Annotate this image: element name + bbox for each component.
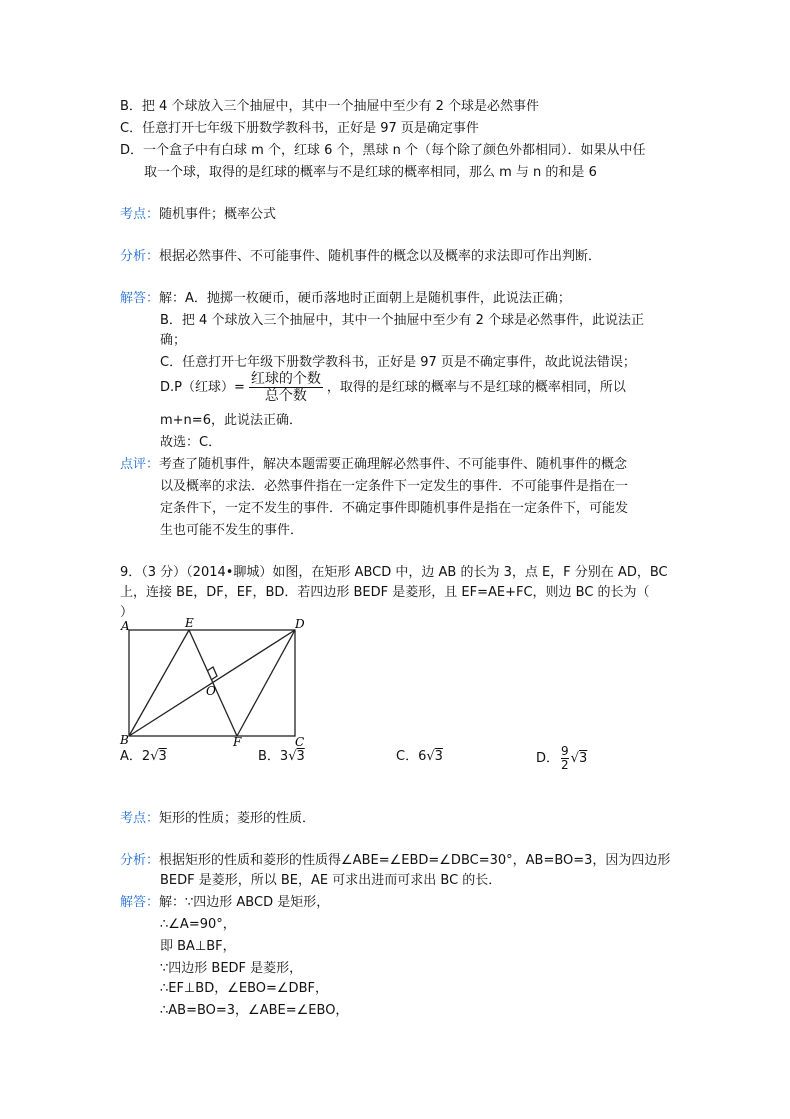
option-c-prev: C．任意打开七年级下册数学教科书，正好是 97 页是确定事件 xyxy=(120,121,479,136)
label-a: A xyxy=(121,619,130,633)
q8-jieda-line5 xyxy=(160,370,626,406)
segment-df xyxy=(237,630,295,736)
q9-stem-line2: 上，连接 BE，DF，EF，BD．若四边形 BEDF 是菱形，且 EF=AE+FC，则边 BC 的长为（ xyxy=(120,585,650,600)
q8-jieda-line7: 故选：C． xyxy=(160,435,222,450)
q9-stem-line1: 9．（3 分）（2014•聊城）如图，在矩形 ABCD 中，边 AB 的长为 3，点 E，F 分别在 AD，BC xyxy=(120,565,668,580)
q9-option-a-radicand: 3 xyxy=(158,749,167,764)
q9-jieda-label: 解答： xyxy=(120,895,160,910)
q9-option-d: D． $\frac{9}{2}$ √3 xyxy=(536,744,588,772)
q8-kaodian-label: 考点： xyxy=(120,207,160,222)
q9-rectangle-figure xyxy=(115,616,315,748)
label-o: O xyxy=(206,684,216,698)
label-b: B xyxy=(120,733,129,747)
q9-fenxi-line2: BEDF 是菱形，所以 BE，AE 可求出进而可求出 BC 的长． xyxy=(160,873,502,888)
q9-jieda-line4: ∵四边形 BEDF 是菱形， xyxy=(160,961,303,976)
q9-jieda-line1: 解：∵四边形 ABCD 是矩形， xyxy=(159,895,330,910)
q8-kaodian xyxy=(120,206,276,224)
option-b-prev: B．把 4 个球放入三个抽屉中，其中一个抽屉中至少有 2 个球是必然事件 xyxy=(120,99,539,114)
q9-jieda-line3: 即 BA⊥BF， xyxy=(160,939,236,954)
q9-option-a-coef: 2 xyxy=(141,749,151,764)
q8-dianping-line2: 以及概率的求法．必然事件指在一定条件下一定发生的事件．不可能事件是指在一 xyxy=(160,479,629,494)
q8-jieda-label: 解答： xyxy=(120,291,160,306)
q9-kaodian-label: 考点： xyxy=(120,811,160,826)
segment-bd xyxy=(129,630,295,736)
q8-fenxi-text: 根据必然事件、不可能事件、随机事件的概念以及概率的求法即可作出判断． xyxy=(159,249,602,264)
label-c: C xyxy=(295,735,305,748)
q8-dianping xyxy=(120,456,627,474)
q9-jieda-line6: ∴AB=BO=3，∠ABE=∠EBO， xyxy=(160,1003,349,1018)
label-e: E xyxy=(185,616,194,630)
q8-jieda xyxy=(120,290,571,308)
q9-jieda-line5: ∴EF⊥BD，∠EBO=∠DBF， xyxy=(160,981,328,996)
q9-jieda-line2: ∴∠A=90°， xyxy=(160,917,236,932)
q8-jieda-line2: B．把 4 个球放入三个抽屉中，其中一个抽屉中至少有 2 个球是必然事件，此说法正 xyxy=(160,313,644,328)
q8-jieda-line1: 解：A．抛掷一枚硬币，硬币落地时正面朝上是随机事件，此说法正确； xyxy=(159,291,571,306)
q8-jieda-line4: C．任意打开七年级下册数学教科书，正好是 97 页是不确定事件，故此说法错误； xyxy=(160,355,636,370)
q8-prob-expr: D.P（红球）= xyxy=(160,380,245,395)
q9-kaodian xyxy=(120,810,315,828)
label-f: F xyxy=(233,735,242,748)
q8-prob-after: ，取得的是红球的概率与不是红球的概率相同，所以 xyxy=(326,380,626,395)
q8-frac-numerator: 红球的个数 xyxy=(250,371,321,387)
q9-kaodian-text: 矩形的性质；菱形的性质． xyxy=(159,811,316,826)
q8-jieda-line6: m+n=6，此说法正确． xyxy=(160,413,302,428)
q9-option-b-coef: 3 xyxy=(279,749,289,764)
q9-option-c-label: C． xyxy=(396,749,419,764)
segment-ef xyxy=(189,630,237,736)
q8-fenxi-label: 分析： xyxy=(120,249,160,264)
option-d-prev-line1: D．一个盒子中有白球 m 个，红球 6 个，黑球 n 个（每个除了颜色外都相同）．如果从中任 xyxy=(120,143,646,158)
segment-be xyxy=(129,630,189,736)
q9-option-d-fraction xyxy=(561,745,569,772)
q9-option-b-radicand: 3 xyxy=(296,749,305,764)
q8-dianping-label: 点评： xyxy=(120,457,160,472)
q8-prob-fraction xyxy=(249,371,323,404)
label-d: D xyxy=(295,617,305,631)
q9-option-d-radicand: 3 xyxy=(578,751,588,766)
q9-option-d-label: D． xyxy=(536,751,560,766)
q8-dianping-line4: 生也可能不发生的事件． xyxy=(160,523,304,538)
q8-fenxi xyxy=(120,248,601,266)
q9-option-a: A．2√3 xyxy=(120,749,167,764)
q9-fenxi-label: 分析： xyxy=(120,853,160,868)
q9-stem-line3: ） xyxy=(120,605,134,620)
q9-jieda xyxy=(120,894,329,912)
q9-option-c-coef: 6 xyxy=(418,749,427,764)
q9-fenxi-line1: 根据矩形的性质和菱形的性质得∠ABE=∠EBD=∠DBC=30°，AB=BO=3，因为四边形 xyxy=(159,853,671,868)
q8-dianping-line3: 定条件下，一定不发生的事件．不确定事件即随机事件是指在一定条件下，可能发 xyxy=(160,501,629,516)
q8-jieda-line3: 确； xyxy=(160,333,187,348)
q9-option-d-num: 9 xyxy=(561,744,569,758)
option-d-prev-line2: 取一个球，取得的是红球的概率与不是红球的概率相同，那么 m 与 n 的和是 6 xyxy=(144,165,597,180)
q8-dianping-line1: 考查了随机事件，解决本题需要正确理解必然事件、不可能事件、随机事件的概念 xyxy=(159,457,628,472)
q9-option-b: B．3√3 xyxy=(258,749,305,764)
q9-option-d-den: 2 xyxy=(561,758,569,772)
q9-option-c-radicand: 3 xyxy=(434,749,443,764)
q9-option-c: C．6√3 xyxy=(396,749,443,764)
q9-option-a-label: A． xyxy=(120,749,142,764)
q9-fenxi xyxy=(120,852,670,870)
q8-kaodian-text: 随机事件；概率公式 xyxy=(159,207,277,222)
q8-frac-denominator: 总个数 xyxy=(264,388,307,404)
q9-option-b-label: B． xyxy=(258,749,280,764)
